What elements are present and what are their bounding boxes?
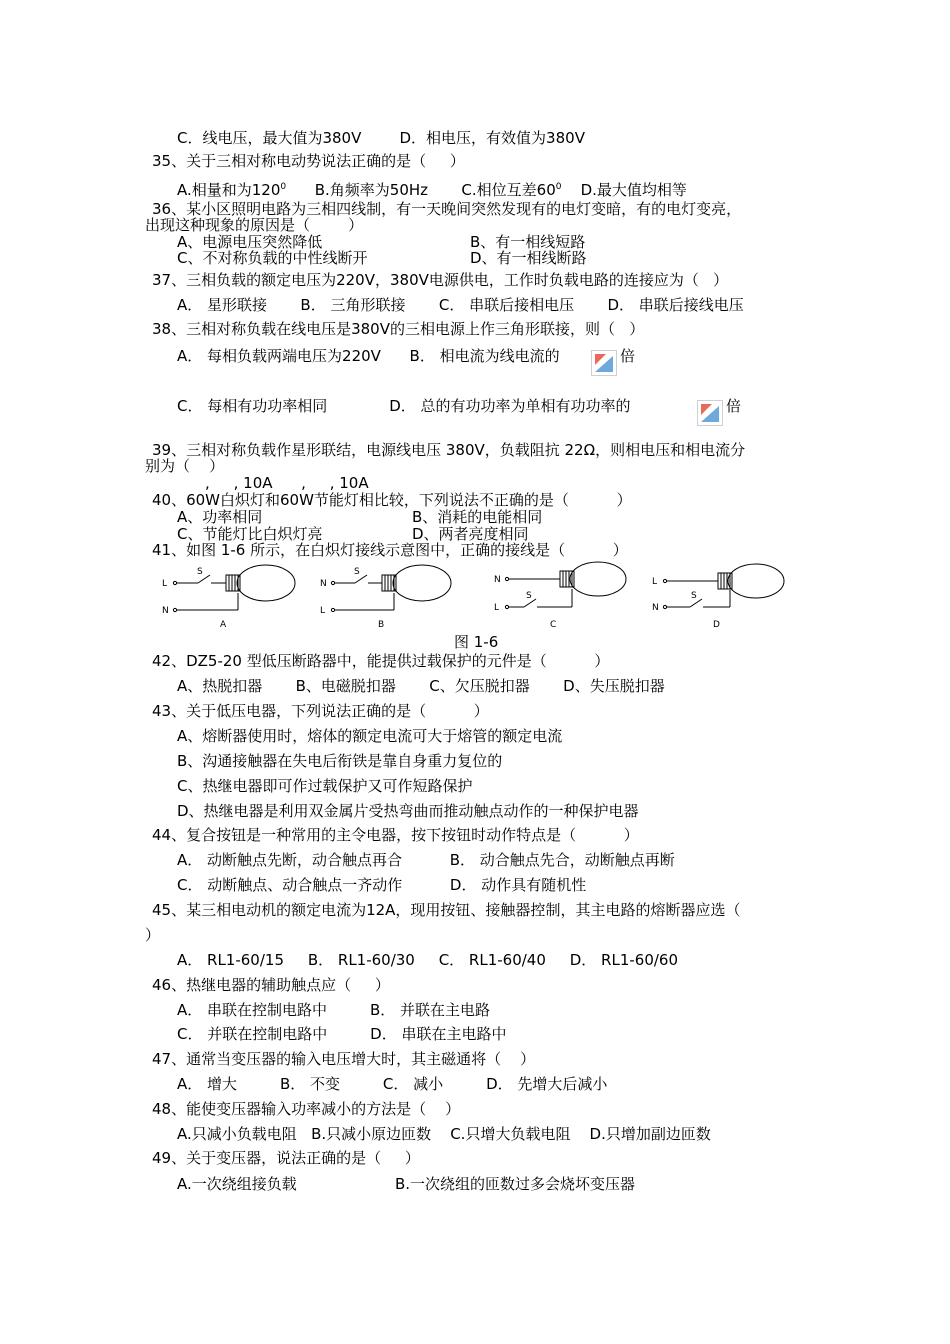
q41-stem: 41、如图 1-6 所示，在白炽灯接线示意图中，正确的接线是（ ） — [152, 541, 628, 559]
broken-image-icon — [697, 400, 723, 426]
figure-panel-a — [162, 565, 295, 630]
svg-text:L: L — [320, 606, 326, 616]
figure-panel-b — [320, 565, 451, 630]
q48-options: A.只减小负载电阻 B.只减小原边匝数 C.只增大负载电阻 D.只增加副边匝数 — [177, 1125, 711, 1143]
q35-options: A.相量和为$120^0$ B.角频率为50Hz C.相位互差$60^0$ D.最大值均相等 — [177, 181, 687, 199]
q36-option-c: C、不对称负载的中性线断开 — [177, 249, 368, 267]
q46-stem: 46、热继电器的辅助触点应（ ） — [152, 976, 390, 994]
svg-text:A: A — [220, 620, 227, 630]
broken-image-icon — [591, 350, 617, 376]
svg-text:B: B — [378, 620, 385, 630]
q47-options: A． 增大 B． 不变 C． 减小 D． 先增大后减小 — [177, 1075, 608, 1093]
q38-options-cd: C． 每相有功功率相同 D． 总的有功功率为单相有功功率的 — [177, 397, 631, 415]
figure-panel-d — [652, 564, 784, 630]
q38-stem: 38、三相对称负载在线电压是380V的三相电源上作三角形联接，则（ ） — [152, 320, 645, 338]
q43-option-c: C、热继电器即可作过载保护又可作短路保护 — [177, 777, 473, 795]
q36-stem: 36、某小区照明电路为三相四线制，有一天晚间突然发现有的电灯变暗，有的电灯变亮， — [152, 200, 742, 218]
q44-options-ab: A． 动断触点先断，动合触点再合 B． 动合触点先合，动断触点再断 — [177, 851, 675, 869]
q43-option-b: B、沟通接触器在失电后衔铁是靠自身重力复位的 — [177, 752, 503, 770]
q38-option-b-suffix: 倍 — [620, 347, 636, 365]
q40-option-a: A、功率相同 — [177, 508, 263, 526]
svg-text:N: N — [652, 603, 659, 613]
q45-options: A． RL1-60/15 B． RL1-60/30 C． RL1-60/40 D． RL1-60/60 — [177, 951, 679, 969]
q39-options: , , 10A , , 10A — [205, 474, 369, 492]
q40-option-c: C、节能灯比白炽灯亮 — [177, 525, 323, 543]
wiring-figure — [150, 560, 800, 632]
svg-text:L: L — [162, 579, 168, 589]
q38-options-ab: A． 每相负载两端电压为220V B． 相电流为线电流的 — [177, 347, 560, 365]
q38-option-d-suffix: 倍 — [726, 397, 742, 415]
q42-stem: 42、DZ5-20 型低压断路器中，能提供过载保护的元件是（ ） — [152, 652, 610, 670]
q40-stem: 40、60W白炽灯和60W节能灯相比较，下列说法不正确的是（ ） — [152, 491, 632, 509]
q37-options: A． 星形联接 B． 三角形联接 C． 串联后接相电压 D． 串联后接线电压 — [177, 296, 744, 314]
q45-stem: 45、某三相电动机的额定电流为12A，现用按钮、接触器控制，其主电路的熔断器应选（ — [152, 901, 741, 919]
q40-option-d: D、两者亮度相同 — [412, 525, 529, 543]
svg-text:S: S — [197, 567, 203, 577]
q36-stem-cont: 出现这种现象的原因是（ ） — [145, 216, 364, 234]
svg-text:L: L — [494, 603, 500, 613]
q49-option-b: B.一次绕组的匝数过多会烧坏变压器 — [395, 1175, 636, 1193]
q47-stem: 47、通常当变压器的输入电压增大时，其主磁通将（ ） — [152, 1050, 536, 1068]
svg-text:S: S — [691, 591, 697, 601]
q39-stem-cont: 别为（ ） — [145, 457, 225, 475]
q44-options-cd: C． 动断触点、动合触点一齐动作 D． 动作具有随机性 — [177, 876, 587, 894]
q36-option-b: B、有一相线短路 — [470, 233, 586, 251]
q43-option-a: A、熔断器使用时，熔体的额定电流可大于熔管的额定电流 — [177, 727, 563, 745]
q45-stem-cont: ） — [145, 926, 161, 944]
q40-option-b: B、消耗的电能相同 — [412, 508, 543, 526]
q42-options: A、热脱扣器 B、电磁脱扣器 C、欠压脱扣器 D、失压脱扣器 — [177, 677, 665, 695]
q43-stem: 43、关于低压电器，下列说法正确的是（ ） — [152, 702, 489, 720]
svg-text:D: D — [713, 620, 720, 630]
figure-panel-c — [494, 562, 626, 630]
q49-stem: 49、关于变压器，说法正确的是（ ） — [152, 1149, 420, 1167]
q46-options-cd: C． 并联在控制电路中 D． 串联在主电路中 — [177, 1025, 507, 1043]
q46-options-ab: A． 串联在控制电路中 B． 并联在主电路 — [177, 1001, 491, 1019]
svg-text:S: S — [526, 591, 532, 601]
q49-option-a: A.一次绕组接负载 — [177, 1175, 297, 1193]
svg-text:L: L — [652, 577, 658, 587]
q44-stem: 44、复合按钮是一种常用的主令电器，按下按钮时动作特点是（ ） — [152, 826, 639, 844]
svg-text:N: N — [320, 579, 327, 589]
svg-text:N: N — [162, 606, 169, 616]
q39-stem: 39、三相对称负载作星形联结，电源线电压 380V，负载阻抗 22Ω，则相电压和相电流分 — [152, 441, 746, 459]
q36-option-d: D、有一相线断路 — [470, 249, 587, 267]
svg-text:S: S — [354, 567, 360, 577]
q37-stem: 37、三相负载的额定电压为220V，380V电源供电，工作时负载电路的连接应为（ ） — [152, 271, 729, 289]
q36-option-a: A、电源电压突然降低 — [177, 233, 323, 251]
q43-option-d: D、热继电器是利用双金属片受热弯曲而推动触点动作的一种保护电器 — [177, 802, 639, 820]
q34-options-cd: C．线电压，最大值为380V D．相电压，有效值为380V — [177, 129, 585, 147]
q35-stem: 35、关于三相对称电动势说法正确的是（ ） — [152, 152, 465, 170]
q48-stem: 48、能使变压器输入功率减小的方法是（ ） — [152, 1100, 461, 1118]
figure-caption: 图 1-6 — [454, 633, 499, 651]
svg-text:C: C — [550, 620, 557, 630]
svg-text:N: N — [494, 575, 501, 585]
